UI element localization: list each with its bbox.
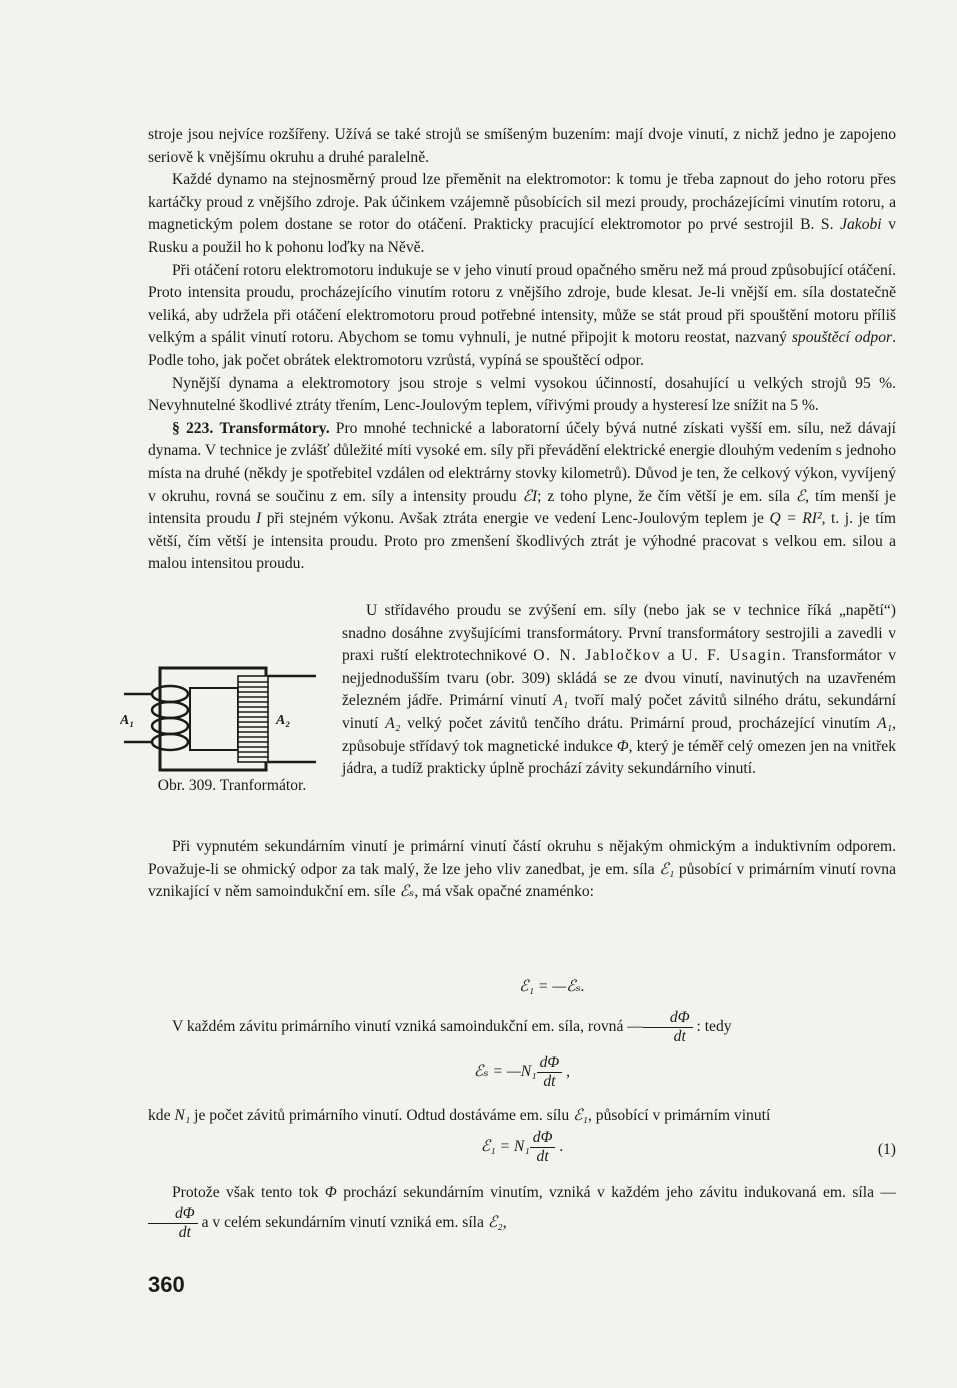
equation-3: ℰ₁ = N₁ $\frac{d\Phi}{dt}$ . (1) (480, 1129, 896, 1166)
paragraph-9: kde N₁ je počet závitů primárního vinutí. Odtud dostáváme em. sílu ℰ₁, působící v primárním vinutí (148, 1106, 771, 1124)
label-a1: A₁ (120, 713, 135, 728)
equation-number: (1) (877, 1141, 896, 1159)
paragraph-4: Nynější dynama a elektromotory jsou stroje s velmi vysokou účinností, dosahující u velkých strojů 95 %. Nevyhnutelné škodlivé ztráty třením, Lenc-Joulovým teplem, vířivými proudy a hysteresí lze snížit na 5 %. (148, 374, 896, 415)
label-a2: A₂ (276, 713, 291, 728)
body-text-top (148, 124, 896, 576)
equations-region (148, 972, 896, 1242)
paragraph-6: U střídavého proudu se zvýšení em. síly (nebo jak se v technice říká „napětí“) snadno dosáhne zvyšujícími transformátory. První transformátory sestrojili a zavedli v praxi ruští elektrotechnikové O. N. Jabločkov a U. F. Usagin. Transformátor v nejjednodušším tvaru (obr. 309) skládá se ze dvou vinutí, navinutých na uzavřeném železném jádře. Primární vinutí A₁ tvoří malý počet závitů silného drátu, sekundární vinutí A₂ velký počet závitů tenčího drátu. Primární proud, procházející vinutím A₁, způsobuje střídavý tok magnetické indukce Φ, který je téměř celý omezen jen na vnitřek jádra, a tudíž prakticky úplně prochází závity sekundárního vinutí. (342, 602, 897, 778)
section-title: Transformátory. (219, 419, 330, 437)
equation-1: ℰ₁ = —ℰₛ. (519, 978, 585, 995)
transformer-diagram (120, 632, 320, 782)
figure-309 (120, 600, 334, 836)
page-number: 360 (148, 1272, 185, 1297)
section-number: § 223. (172, 419, 214, 437)
figure-caption: Obr. 309. Tranformátor. (157, 777, 307, 794)
paragraph-8: V každém závitu primárního vinutí vzniká samoindukční em. síla, rovná — $\frac{d\Phi}{dt}$ : tedy (172, 1008, 732, 1045)
fraction-dphi-dt: $\frac{d\Phi}{dt}$ (643, 1009, 693, 1046)
paragraph-5: § 223. Transformátory. Pro mnohé technické a laboratorní účely bývá nutné získati vyšší em. sílu, než dávají dynama. V technice je zvlášť důležité míti vysoké em. síly při převádění elektrické energie dlouhým vedením s jednoho místa na druhé (někdy je spotřebitel vzdálen od elektrárny stovky kilometrů). Důvod je ten, že celkový výkon, vyvíjený v okruhu, rovná se součinu z em. síly a intensity proudu ℰI; z toho plyne, že čím větší je em. síla ℰ, tím menší je intensita proudu I při stejném výkonu. Avšak ztráta energie ve vedení Lenc-Joulovým teplem je Q = RI², t. j. je tím větší, čím větší je intensita proudu. Proto pro zmenšení škodlivých ztrát je výhodné pracovat s velkou em. silou a malou intensitou proudu. (148, 419, 896, 573)
paragraph-7: Při vypnutém sekundárním vinutí je primární vinutí částí okruhu s nějakým ohmickým a induktivním odporem. Považuje-li se ohmický odpor za tak malý, že lze jeho vliv zanedbat, je em. síla ℰ₁ působící v primárním vinutí rovna vznikající v něm samoindukční em. síle ℰₛ, má však opačné znaménko: (148, 838, 896, 901)
paragraph-3: Při otáčení rotoru elektromotoru indukuje se v jeho vinutí proud opačného směru než má proud způsobující otáčení. Proto intensita proudu, procházejícího vinutím rotoru z vnějšího zdroje, bude klesat. Je-li vnější em. síla dostatečně veliká, aby udržela při otáčení elektromotoru proud potřebné intensity, může se stát proud při spouštění motoru příliš velkým a spálit vinutí rotoru. Abychom se tomu vyhnuli, je nutné připojit k motoru reostat, nazvaný spouštěcí odpor. Podle toho, jak počet obrátek elektromotoru vzrůstá, vypíná se spouštěcí odpor. (148, 261, 896, 369)
equation-2: ℰₛ = —N₁ $\frac{d\Phi}{dt}$ , (473, 1053, 571, 1090)
paragraph-2: Každé dynamo na stejnosměrný proud lze přeměnit na elektromotor: k tomu je třeba zapnout do jeho rotoru přes kartáčky proud z vnějšího zdroje. Pak účinkem vzájemně působících sil mezi proudy, procházejícími vinutím rotoru, a magnetickým polem dostane se rotor do otáčení. Prakticky pracující elektromotor po prvé sestrojil B. S. Jakobi v Rusku a použil ho k pohonu loďky na Něvě. (148, 171, 896, 256)
paragraph-10: Protože však tento tok Φ prochází sekundárním vinutím, vzniká v každém jeho závitu indukovaná em. síla — $\frac{d\Phi}{dt}$ a v celém sekundárním vinutí vzniká em. síla ℰ₂, (148, 1182, 896, 1242)
paragraph-1: stroje jsou nejvíce rozšířeny. Užívá se také strojů se smíšeným buzením: mají dvoje vinutí, z nichž jedno je zapojeno seriově k vnějšímu okruhu a druhé paralelně. (148, 126, 896, 166)
body-text-figure (120, 600, 897, 904)
